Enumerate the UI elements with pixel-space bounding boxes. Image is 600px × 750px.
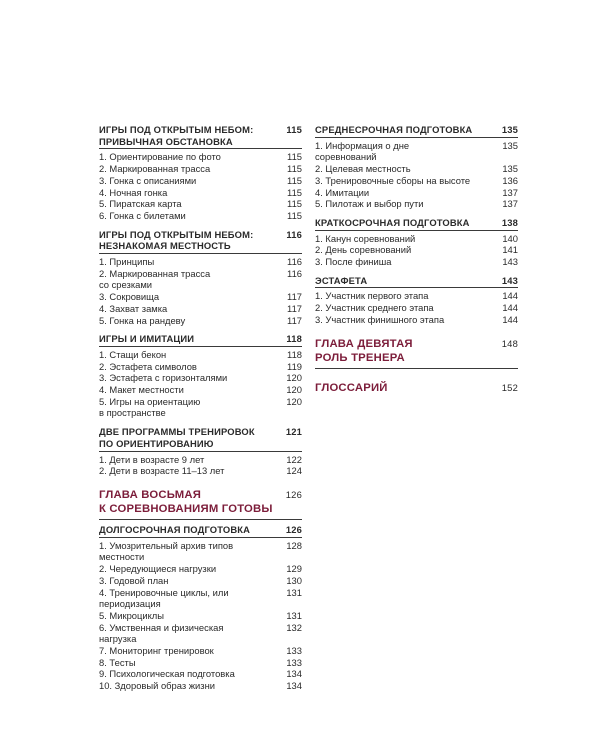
- toc-item[interactable]: [315, 233, 518, 245]
- toc-item[interactable]: [99, 575, 302, 587]
- toc-item-page: 135: [502, 139, 518, 151]
- toc-item-title: 2. Эстафета символов: [99, 360, 197, 372]
- toc-item-page: 115: [287, 186, 302, 198]
- toc-item[interactable]: [99, 645, 302, 657]
- section-heading-title: ИГРЫ ПОД ОТКРЫТЫМ НЕБОМ: ПРИВЫЧНАЯ ОБСТАНОВКА: [99, 124, 254, 147]
- toc-item-page: 137: [502, 198, 518, 210]
- toc-item[interactable]: [99, 210, 302, 222]
- toc-item-page: 141: [502, 244, 518, 256]
- toc-item[interactable]: [315, 290, 518, 302]
- toc-item-title: 4. Захват замка: [99, 302, 168, 314]
- toc-item[interactable]: [99, 610, 302, 622]
- toc-item-page: 137: [502, 186, 518, 198]
- toc-item-page: 130: [286, 574, 302, 586]
- toc-item-page: 117: [287, 314, 302, 326]
- glossary-title: ГЛОССАРИЙ: [315, 381, 388, 394]
- section-heading-title: КРАТКОСРОЧНАЯ ПОДГОТОВКА: [315, 216, 470, 228]
- toc-item-page: 134: [286, 680, 302, 692]
- toc-item-page: 140: [502, 232, 518, 244]
- toc-section-two-programs: [99, 426, 302, 477]
- toc-item[interactable]: [99, 291, 302, 303]
- toc-item[interactable]: [99, 668, 302, 680]
- toc-item-page: 131: [286, 609, 302, 621]
- toc-item[interactable]: [99, 361, 302, 373]
- section-heading[interactable]: [99, 124, 302, 149]
- toc-item-page: 115: [287, 163, 302, 175]
- toc-item-page: 124: [286, 465, 302, 477]
- toc-item-title: 1. Информация о дне соревнований: [315, 139, 410, 163]
- section-heading[interactable]: [99, 333, 302, 347]
- section-heading[interactable]: [99, 524, 302, 538]
- section-heading-page: 138: [501, 216, 518, 228]
- toc-item[interactable]: [99, 303, 302, 315]
- section-heading-title: ДОЛГОСРОЧНАЯ ПОДГОТОВКА: [99, 523, 251, 535]
- toc-item-title: 1. Ориентирование по фото: [99, 151, 221, 163]
- toc-item-page: 122: [286, 453, 302, 465]
- toc-item-page: 119: [287, 360, 302, 372]
- toc-item-page: 132: [286, 621, 302, 633]
- toc-item[interactable]: [99, 657, 302, 669]
- toc-item-title: 5. Микроциклы: [99, 609, 165, 621]
- toc-item-title: 2. Маркированная трасса со срезками: [99, 267, 211, 291]
- toc-item-title: 1. Стащи бекон: [99, 348, 167, 360]
- toc-item-title: 2. День соревнований: [315, 244, 412, 256]
- toc-item-title: 3. Тренировочные сборы на высоте: [315, 174, 471, 186]
- toc-item-page: 133: [286, 656, 302, 668]
- toc-item-page: 129: [286, 563, 302, 575]
- glossary-heading[interactable]: [315, 381, 518, 396]
- toc-section-games-simulations: [99, 333, 302, 419]
- toc-item[interactable]: [99, 540, 302, 563]
- toc-item[interactable]: [99, 163, 302, 175]
- toc-item[interactable]: [99, 268, 302, 291]
- toc-item[interactable]: [315, 244, 518, 256]
- toc-left-column: [99, 124, 302, 699]
- section-heading[interactable]: [315, 275, 518, 289]
- toc-item-title: 3. Гонка с описаниями: [99, 174, 197, 186]
- chapter-title: ГЛАВА ВОСЬМАЯ К СОРЕВНОВАНИЯМ ГОТОВЫ: [99, 488, 273, 516]
- toc-item-page: 134: [286, 668, 302, 680]
- toc-item[interactable]: [315, 163, 518, 175]
- toc-item-title: 7. Мониторинг тренировок: [99, 645, 214, 657]
- toc-item[interactable]: [99, 256, 302, 268]
- toc-item-title: 5. Пиратская карта: [99, 198, 182, 210]
- toc-item-page: 133: [286, 645, 302, 657]
- toc-item-title: 1. Принципы: [99, 256, 155, 268]
- toc-item[interactable]: [99, 151, 302, 163]
- chapter-page: 148: [501, 337, 518, 349]
- toc-item-page: 144: [502, 302, 518, 314]
- toc-item-page: 117: [287, 291, 302, 303]
- toc-item[interactable]: [99, 396, 302, 419]
- toc-item[interactable]: [99, 315, 302, 327]
- section-heading-page: 116: [286, 228, 302, 240]
- toc-section-short-term: [315, 217, 518, 268]
- section-heading-title: СРЕДНЕСРОЧНАЯ ПОДГОТОВКА: [315, 124, 473, 135]
- toc-item-title: 1. Участник первого этапа: [315, 290, 429, 302]
- toc-item-page: 136: [502, 174, 518, 186]
- toc-item-title: 3. После финиша: [315, 256, 392, 268]
- toc-item-page: 120: [286, 372, 302, 384]
- section-heading[interactable]: [315, 124, 518, 138]
- toc-item-page: 115: [287, 174, 302, 186]
- toc-item-page: 135: [502, 163, 518, 175]
- toc-item[interactable]: [315, 256, 518, 268]
- toc-item-page: 115: [287, 151, 302, 163]
- toc-item-title: 1. Дети в возрасте 9 лет: [99, 453, 205, 465]
- toc-item-page: 144: [502, 313, 518, 325]
- toc-item-title: 3. Участник финишного этапа: [315, 313, 445, 325]
- toc-item-title: 9. Психологическая подготовка: [99, 668, 235, 680]
- toc-item[interactable]: [99, 349, 302, 361]
- toc-item[interactable]: [99, 372, 302, 384]
- toc-item-title: 5. Пилотаж и выбор пути: [315, 198, 424, 210]
- section-heading-page: 118: [286, 333, 302, 345]
- toc-item-title: 5. Игры на ориентацию в пространстве: [99, 395, 201, 419]
- toc-item[interactable]: [315, 140, 518, 163]
- toc-item-title: 3. Эстафета с горизонталями: [99, 372, 228, 384]
- toc-item[interactable]: [315, 302, 518, 314]
- toc-item-page: 120: [286, 384, 302, 396]
- toc-item[interactable]: [99, 563, 302, 575]
- chapter-page: 126: [285, 488, 302, 500]
- chapter-title: ГЛАВА ДЕВЯТАЯ РОЛЬ ТРЕНЕРА: [315, 337, 413, 365]
- toc-item-title: 2. Маркированная трасса: [99, 163, 211, 175]
- toc-item[interactable]: [99, 465, 302, 477]
- toc-item-title: 3. Сокровища: [99, 291, 160, 303]
- toc-item-page: 115: [287, 209, 302, 221]
- toc-item[interactable]: [99, 454, 302, 466]
- toc-item[interactable]: [99, 622, 302, 645]
- toc-section-long-term: [99, 524, 302, 692]
- toc-section-outdoor-unfamiliar: [99, 229, 302, 327]
- toc-item-title: 8. Тесты: [99, 656, 136, 668]
- toc-item-page: 120: [286, 395, 302, 407]
- toc-item[interactable]: [315, 198, 518, 210]
- toc-item-page: 131: [286, 586, 302, 598]
- toc-item-page: 115: [287, 198, 302, 210]
- toc-item-page: 118: [287, 348, 302, 360]
- toc-item[interactable]: [99, 198, 302, 210]
- section-heading[interactable]: [99, 229, 302, 254]
- section-heading-title: ДВЕ ПРОГРАММЫ ТРЕНИРОВОК ПО ОРИЕНТИРОВАНИЮ: [99, 426, 255, 449]
- glossary-page: 152: [501, 381, 518, 393]
- toc-item[interactable]: [99, 187, 302, 199]
- section-heading-page: 135: [501, 124, 518, 135]
- section-heading-page: 115: [286, 124, 302, 135]
- toc-item-title: 1. Умозрительный архив типов местности: [99, 539, 234, 563]
- toc-item-title: 1. Канун соревнований: [315, 232, 416, 244]
- toc-item[interactable]: [99, 680, 302, 692]
- section-heading[interactable]: [99, 426, 302, 451]
- toc-item-title: 2. Дети в возрасте 11–13 лет: [99, 465, 225, 477]
- toc-item-title: 2. Целевая местность: [315, 163, 411, 175]
- toc-item[interactable]: [315, 187, 518, 199]
- toc-item-title: 6. Умственная и физическая нагрузка: [99, 621, 224, 645]
- section-heading-page: 126: [285, 523, 302, 535]
- toc-item-title: 10. Здоровый образ жизни: [99, 680, 216, 692]
- toc-item-title: 3. Годовой план: [99, 574, 169, 586]
- toc-item-page: 116: [287, 267, 302, 279]
- toc-item-page: 117: [287, 302, 302, 314]
- toc-item-page: 143: [502, 256, 518, 268]
- section-heading-title: ЭСТАФЕТА: [315, 274, 368, 286]
- toc-section-relay: [315, 275, 518, 326]
- toc-item[interactable]: [99, 587, 302, 610]
- section-heading-title: ИГРЫ И ИМИТАЦИИ: [99, 333, 195, 345]
- toc-right-column: [315, 124, 518, 395]
- toc-item-title: 2. Участник среднего этапа: [315, 302, 434, 314]
- section-heading-title: ИГРЫ ПОД ОТКРЫТЫМ НЕБОМ: НЕЗНАКОМАЯ МЕСТНОСТЬ: [99, 228, 254, 252]
- toc-item-title: 6. Гонка с билетами: [99, 209, 186, 221]
- toc-item-page: 144: [502, 290, 518, 302]
- toc-item[interactable]: [315, 314, 518, 326]
- chapter-nine-heading[interactable]: [315, 337, 518, 369]
- toc-item[interactable]: [315, 175, 518, 187]
- toc-section-outdoor-familiar: [99, 124, 302, 222]
- toc-item-title: 4. Макет местности: [99, 384, 184, 396]
- section-heading[interactable]: [315, 217, 518, 231]
- section-heading-page: 143: [501, 274, 518, 286]
- toc-item-page: 116: [287, 256, 302, 268]
- toc-item-title: 4. Имитации: [315, 186, 370, 198]
- toc-item-title: 2. Чередующиеся нагрузки: [99, 563, 217, 575]
- toc-item-title: 4. Ночная гонка: [99, 186, 168, 198]
- toc-item[interactable]: [99, 384, 302, 396]
- toc-item[interactable]: [99, 175, 302, 187]
- section-heading-page: 121: [285, 426, 302, 438]
- toc-section-mid-term: [315, 124, 518, 210]
- toc-item-title: 4. Тренировочные циклы, или периодизация: [99, 586, 229, 610]
- toc-item-title: 5. Гонка на рандеву: [99, 314, 186, 326]
- toc-item-page: 128: [286, 539, 302, 551]
- chapter-eight-heading[interactable]: [99, 488, 302, 520]
